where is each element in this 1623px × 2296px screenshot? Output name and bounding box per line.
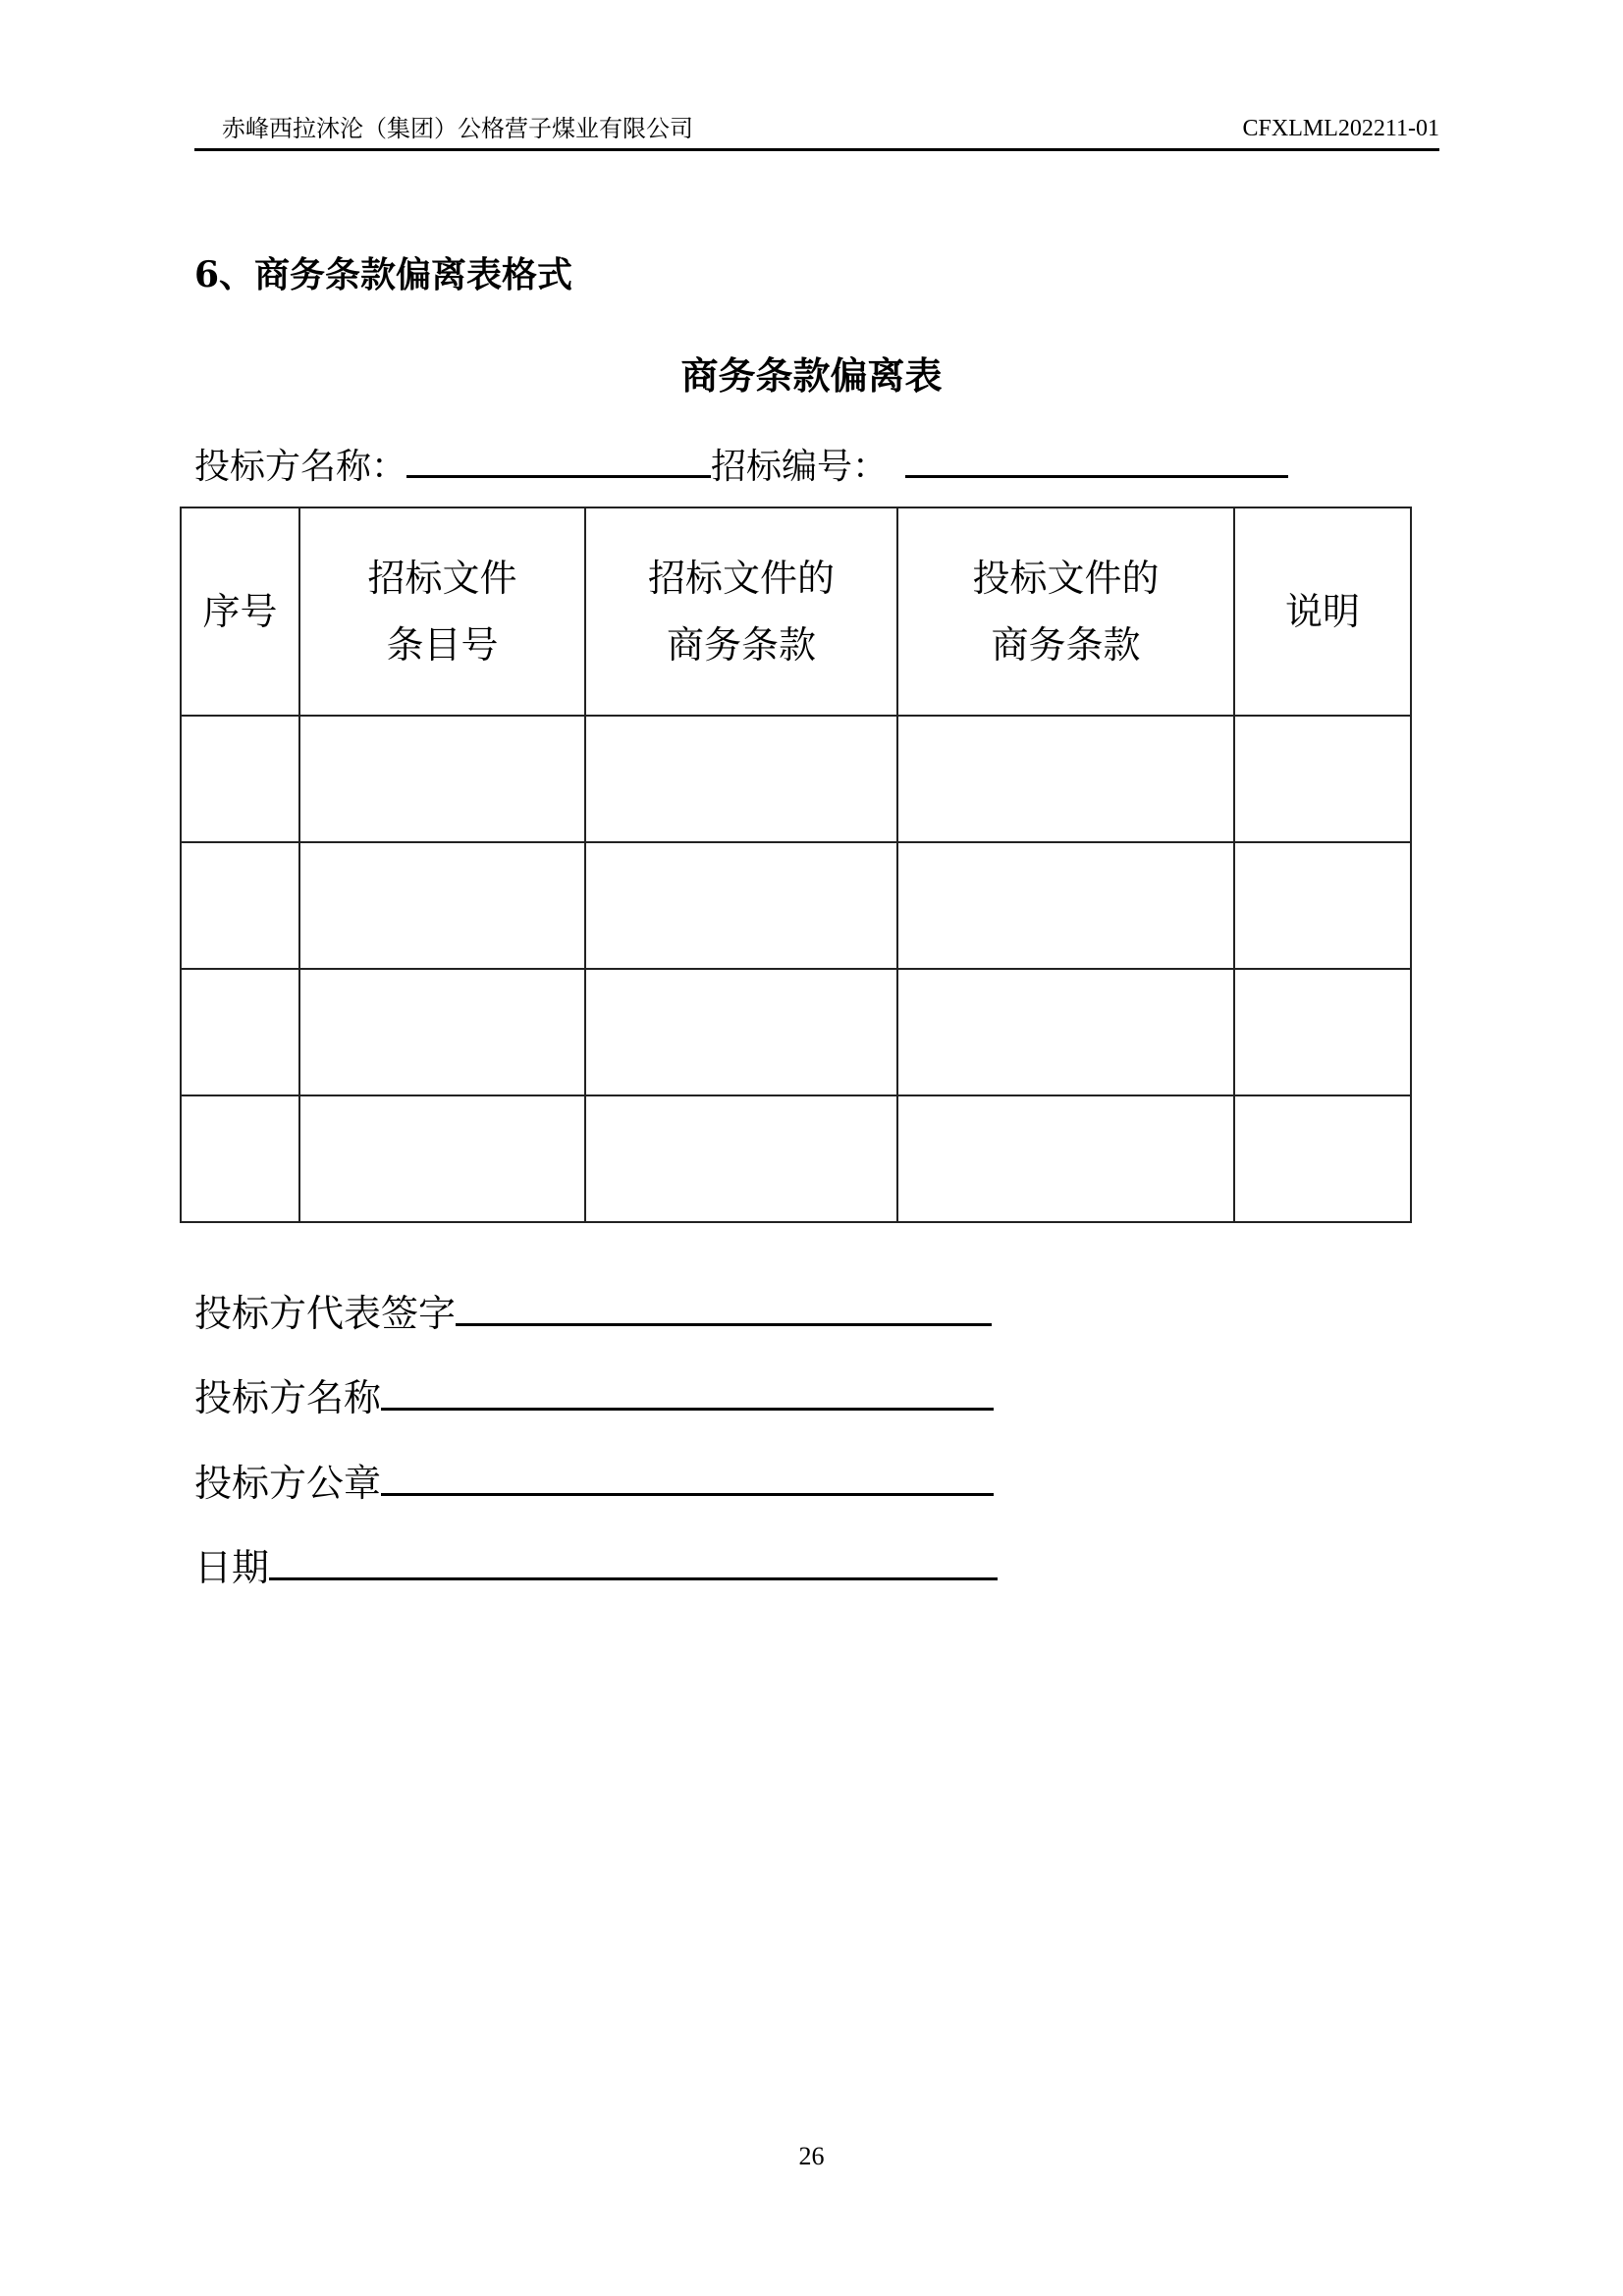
bid-meta-line [194, 440, 1288, 490]
table-cell[interactable] [181, 716, 299, 842]
table-cell[interactable] [1234, 716, 1411, 842]
table-cell[interactable] [181, 1095, 299, 1222]
col-header-index: 序号 [181, 507, 299, 716]
bidder-name-field[interactable] [406, 440, 711, 478]
bidder-name-sign-field[interactable] [381, 1368, 994, 1411]
table-cell[interactable] [299, 1095, 585, 1222]
deviation-table [180, 507, 1412, 1223]
rep-signature-label: 投标方代表签字 [194, 1292, 457, 1335]
col-header-bid-commercial-terms: 投标文件的 商务条款 [897, 507, 1234, 716]
table-cell[interactable] [181, 969, 299, 1095]
table-row [181, 716, 1411, 842]
table-cell[interactable] [585, 842, 897, 969]
section-title: 6、商务条款偏离表格式 [194, 254, 573, 295]
seal-line [194, 1454, 994, 1507]
bid-number-field[interactable] [905, 440, 1288, 478]
table-cell[interactable] [585, 969, 897, 1095]
col-header-remarks: 说明 [1234, 507, 1411, 716]
bidder-name-sign-label: 投标方名称 [194, 1376, 382, 1419]
table-cell[interactable] [897, 1095, 1234, 1222]
header-divider [194, 148, 1439, 151]
table-title: 商务条款偏离表 [680, 353, 943, 398]
seal-label: 投标方公章 [194, 1462, 382, 1505]
table-cell[interactable] [897, 842, 1234, 969]
table-cell[interactable] [897, 969, 1234, 1095]
table-header-row [181, 507, 1411, 716]
rep-signature-field[interactable] [456, 1284, 992, 1326]
col-header-tender-item-no: 招标文件 条目号 [299, 507, 585, 716]
table-cell[interactable] [181, 842, 299, 969]
rep-signature-line [194, 1284, 992, 1337]
col-header-tender-commercial-terms: 招标文件的 商务条款 [585, 507, 897, 716]
table-cell[interactable] [299, 716, 585, 842]
date-field[interactable] [269, 1538, 998, 1580]
bid-number-label: 招标编号： [711, 447, 889, 487]
company-name: 赤峰西拉沐沦（集团）公格营子煤业有限公司 [222, 115, 693, 142]
bidder-name-label: 投标方名称： [194, 447, 407, 487]
table-cell[interactable] [585, 716, 897, 842]
table-row [181, 969, 1411, 1095]
page-number: 26 [798, 2142, 825, 2170]
table-cell[interactable] [299, 969, 585, 1095]
table-cell[interactable] [897, 716, 1234, 842]
table-cell[interactable] [1234, 842, 1411, 969]
date-label: 日期 [194, 1546, 270, 1589]
table-cell[interactable] [585, 1095, 897, 1222]
document-code: CFXLML202211-01 [1242, 116, 1439, 141]
seal-field[interactable] [381, 1454, 994, 1496]
bidder-name-sign-line [194, 1368, 994, 1421]
table-row [181, 1095, 1411, 1222]
table-cell[interactable] [299, 842, 585, 969]
date-line [194, 1538, 998, 1591]
table-row [181, 842, 1411, 969]
table-cell[interactable] [1234, 1095, 1411, 1222]
table-cell[interactable] [1234, 969, 1411, 1095]
